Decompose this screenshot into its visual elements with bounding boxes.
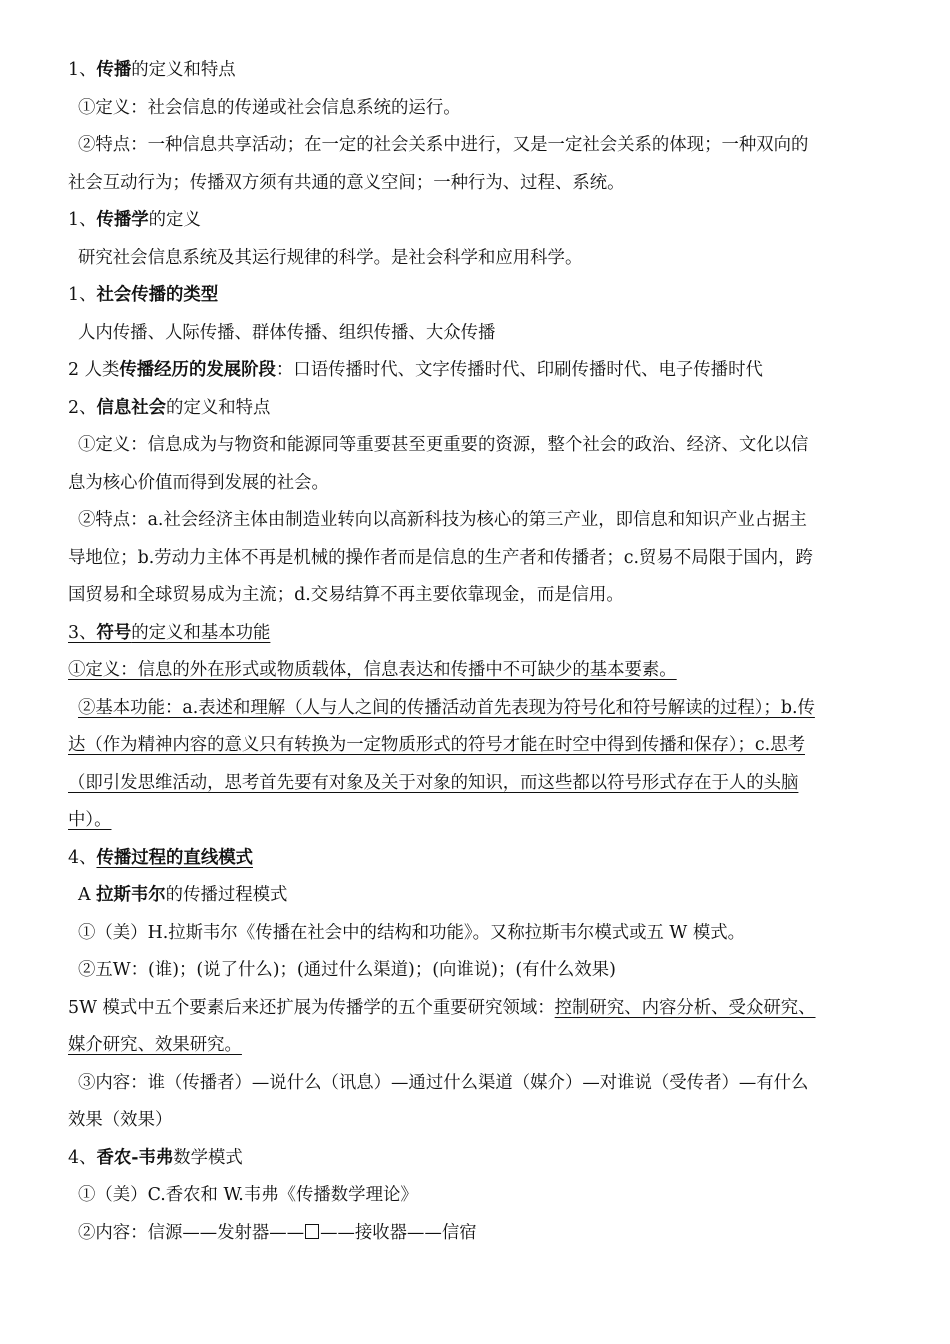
heading-keyword: 香农-韦弗 <box>96 1147 174 1168</box>
heading-number: 1、 <box>68 210 97 230</box>
heading-keyword: 传播过程的直线模式 <box>96 847 253 868</box>
heading-number: 2、 <box>68 397 97 418</box>
heading-keyword: 信息社会 <box>96 397 167 418</box>
heading-rest: ：口语传播时代、文字传播时代、印刷传播时代、电子传播时代 <box>275 360 763 380</box>
subheading-keyword: 拉斯韦尔 <box>96 885 166 905</box>
heading-keyword: 传播 <box>96 60 132 80</box>
paragraph-symbol-functions-4 <box>68 802 888 840</box>
document-page <box>68 52 888 1252</box>
paragraph-society-definition-2: 息为核心价值而得到发展的社会。 <box>68 472 329 493</box>
paragraph-society-features-2: 导地位；b.劳动力主体不再是机械的操作者而是信息的生产者和传播者；c.贸易不局限于国内，跨 <box>68 547 813 568</box>
paragraph-society-definition-1: ①定义：信息成为与物资和能源同等重要甚至更重要的资源，整个社会的政治、经济、文化以信 <box>78 435 809 455</box>
paragraph-features-2: 社会互动行为；传播双方须有共通的意义空间；一种行为、过程、系统。 <box>68 172 625 193</box>
paragraph-definition: ①定义：社会信息的传递或社会信息系统的运行。 <box>78 97 461 118</box>
paragraph-symbol-definition <box>68 652 888 690</box>
paragraph-society-features-1: ②特点：a.社会经济主体由制造业转向以高新科技为核心的第三产业，即信息和知识产业占据主 <box>78 510 807 530</box>
subheading-lasswell <box>68 877 888 915</box>
heading-rest: 数学模式 <box>173 1147 243 1168</box>
heading-number: 2 人类 <box>68 360 120 380</box>
plain-text: 5W 模式中五个要素后来还扩展为传播学的五个重要研究领域： <box>68 997 555 1018</box>
heading-rest: 的定义和基本功能 <box>131 622 271 643</box>
plain-text: ②内容：信源——发射器—— <box>78 1222 305 1243</box>
subheading-rest: 的传播过程模式 <box>165 885 288 905</box>
heading-rest: 的定义和特点 <box>131 60 236 80</box>
heading-number: 3、 <box>68 622 97 643</box>
underlined-text: （即引发思维活动，思考首先要有对象及关于对象的知识，而这些都以符号形式存在于人的头脑 <box>68 772 799 793</box>
underlined-text: ②基本功能：a.表述和理解（人与人之间的传播活动首先表现为符号化和符号解读的过程）；b.传 <box>78 697 815 718</box>
paragraph-shannon-source: ①（美）C.香农和 W.韦弗《传播数学理论》 <box>78 1185 418 1205</box>
heading-development-stages <box>68 352 888 390</box>
paragraph-5w-fields-1 <box>68 990 888 1028</box>
heading-shannon-weaver <box>68 1140 888 1178</box>
heading-number: 1、 <box>68 285 97 305</box>
heading-number: 4、 <box>68 1147 97 1168</box>
heading-linear-model <box>68 840 888 878</box>
underlined-text: 中）。 <box>68 810 112 830</box>
heading-social-communication-types <box>68 277 888 315</box>
heading-information-society <box>68 390 888 428</box>
underlined-text: 控制研究、内容分析、受众研究、 <box>554 997 816 1018</box>
heading-rest: 的定义和特点 <box>166 397 271 418</box>
paragraph-5w-fields-2 <box>68 1027 888 1065</box>
paragraph-symbol-functions-1 <box>68 690 888 728</box>
heading-symbol <box>68 615 888 653</box>
heading-communication-studies <box>68 202 888 240</box>
subheading-letter: A <box>78 885 97 905</box>
paragraph-symbol-functions-3 <box>68 765 888 803</box>
paragraph-society-features-3: 国贸易和全球贸易成为主流；d.交易结算不再主要依靠现金，而是信用。 <box>68 585 624 605</box>
paragraph-shannon-content <box>68 1215 888 1253</box>
heading-keyword: 符号 <box>96 622 132 643</box>
underlined-text: ①定义：信息的外在形式或物质载体，信息表达和传播中不可缺少的基本要素。 <box>68 660 677 680</box>
paragraph-lasswell-content-2: 效果（效果） <box>68 1110 173 1130</box>
paragraph-studies-definition: 研究社会信息系统及其运行规律的科学。是社会科学和应用科学。 <box>78 247 583 268</box>
heading-keyword: 传播学 <box>96 210 149 230</box>
underlined-text: 媒介研究、效果研究。 <box>68 1035 242 1055</box>
paragraph-symbol-functions-2 <box>68 727 888 765</box>
blank-box-icon <box>305 1224 319 1239</box>
heading-rest: 的定义 <box>148 210 201 230</box>
paragraph-five-w: ②五W：(谁)；(说了什么)；(通过什么渠道)；(向谁说)；(有什么效果) <box>78 960 616 980</box>
heading-communication-definition <box>68 52 888 90</box>
paragraph-lasswell-source: ①（美）H.拉斯韦尔《传播在社会中的结构和功能》。又称拉斯韦尔模式或五 W 模式。 <box>78 922 745 943</box>
paragraph-features-1: ②特点：一种信息共享活动；在一定的社会关系中进行，又是一定社会关系的体现；一种双向的 <box>78 135 809 155</box>
underlined-text: 达（作为精神内容的意义只有转换为一定物质形式的符号才能在时空中得到传播和保存）；c.思考 <box>68 735 805 755</box>
paragraph-lasswell-content-1: ③内容：谁（传播者）—说什么（讯息）—通过什么渠道（媒介）—对谁说（受传者）—有什么 <box>78 1072 809 1093</box>
heading-number: 4、 <box>68 847 97 868</box>
heading-keyword: 社会传播的类型 <box>96 285 219 305</box>
paragraph-types: 人内传播、人际传播、群体传播、组织传播、大众传播 <box>78 322 496 343</box>
heading-number: 1、 <box>68 60 97 80</box>
plain-text: ——接收器——信宿 <box>320 1222 477 1243</box>
heading-keyword: 传播经历的发展阶段 <box>119 360 276 380</box>
